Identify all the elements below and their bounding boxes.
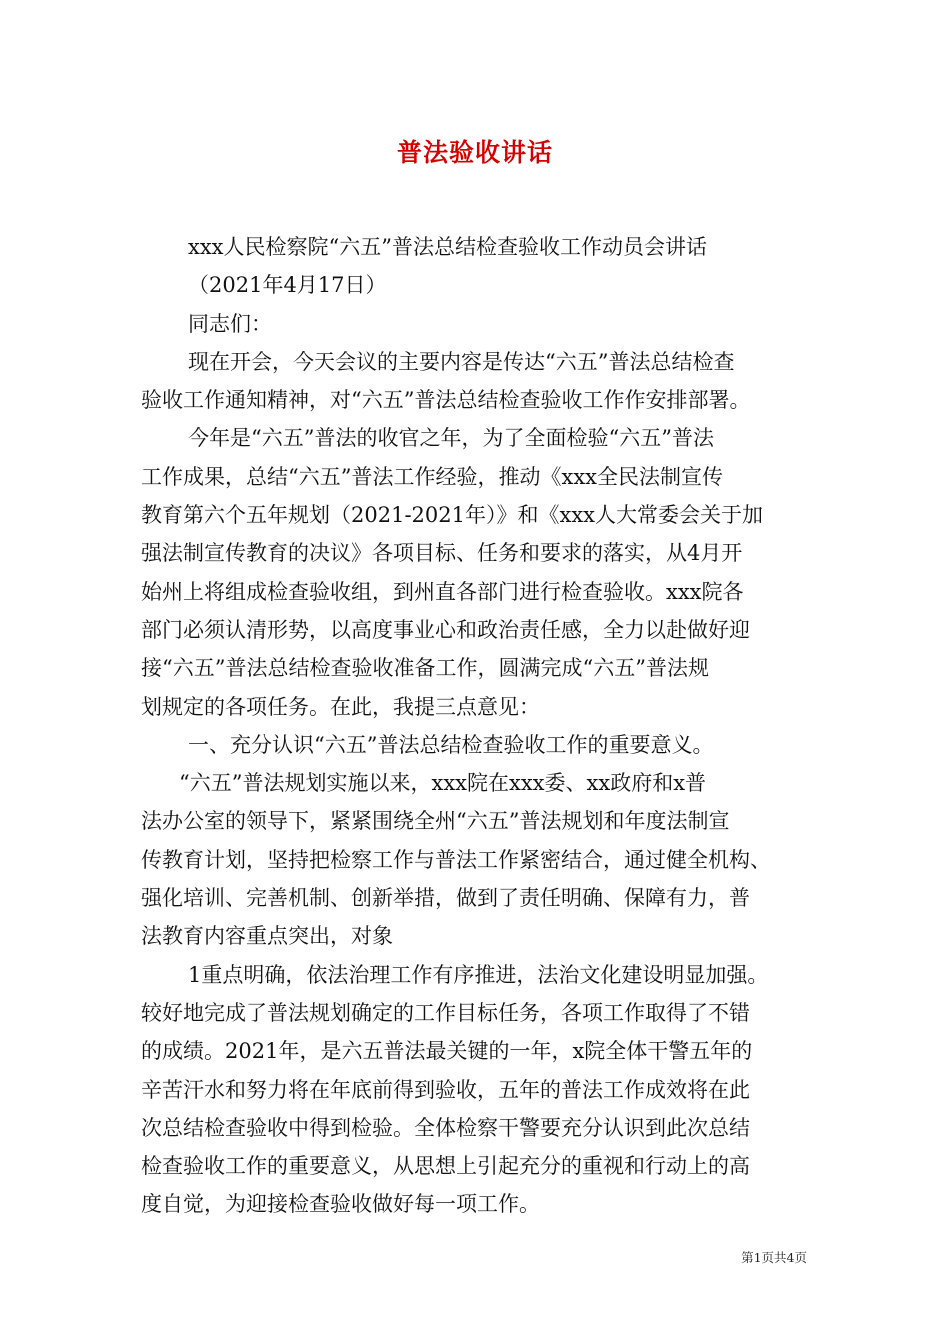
page-number: 第1页共4页 xyxy=(741,1250,807,1265)
body-line: 的成绩。2021年，是六五普法最关键的一年，x院全体干警五年的 xyxy=(141,1039,753,1064)
body-line: 一、充分认识“六五”普法总结检查验收工作的重要意义。 xyxy=(188,732,714,757)
body-line: （2021年4月17日） xyxy=(188,273,387,298)
body-line: 划规定的各项任务。在此，我提三点意见： xyxy=(141,694,540,719)
body-line: 次总结检查验收中得到检验。全体检察干警要充分认识到此次总结 xyxy=(141,1115,750,1140)
body-line: 验收工作通知精神，对“六五”普法总结检查验收工作作安排部署。 xyxy=(141,388,751,413)
body-line: 1重点明确，依法治理工作有序推进，法治文化建设明显加强。 xyxy=(188,962,769,987)
body-line: 辛苦汗水和努力将在年底前得到验收，五年的普法工作成效将在此 xyxy=(141,1077,750,1102)
body-line: xxx人民检察院“六五”普法总结检查验收工作动员会讲话 xyxy=(188,235,707,259)
body-line: 较好地完成了普法规划确定的工作目标任务，各项工作取得了不错 xyxy=(141,1000,750,1025)
body-line: 教育第六个五年规划（2021-2021年）》和《xxx人大常委会关于加 xyxy=(141,503,764,528)
body-line: 强化培训、完善机制、创新举措，做到了责任明确、保障有力，普 xyxy=(141,886,750,911)
document-title: 普法验收讲话 xyxy=(396,138,553,167)
body-line: 今年是“六五”普法的收官之年，为了全面检验“六五”普法 xyxy=(188,426,714,451)
body-line: 同志们： xyxy=(188,311,272,336)
body-line: 强法制宣传教育的决议》各项目标、任务和要求的落实，从4月开 xyxy=(141,541,743,566)
body-line: 工作成果，总结“六五”普法工作经验，推动《xxx全民法制宣传 xyxy=(141,464,723,489)
body-line: 检查验收工作的重要意义，从思想上引起充分的重视和行动上的高 xyxy=(141,1154,750,1179)
body-line: 始州上将组成检查验收组，到州直各部门进行检查验收。xxx院各 xyxy=(141,579,744,604)
body-line: 法教育内容重点突出，对象 xyxy=(141,924,393,949)
body-line: 传教育计划，坚持把检察工作与普法工作紧密结合，通过健全机构、 xyxy=(141,847,771,872)
body-line: 法办公室的领导下，紧紧围绕全州“六五”普法规划和年度法制宣 xyxy=(141,809,730,834)
body-line: 度自觉，为迎接检查验收做好每一项工作。 xyxy=(141,1192,540,1217)
body-line: 接“六五”普法总结检查验收准备工作，圆满完成“六五”普法规 xyxy=(141,656,709,681)
body-line: 现在开会，今天会议的主要内容是传达“六五”普法总结检查 xyxy=(188,349,735,374)
body-line: “六五”普法规划实施以来，xxx院在xxx委、xx政府和x普 xyxy=(179,771,707,796)
document-body xyxy=(141,228,831,1224)
body-line: 部门必须认清形势，以高度事业心和政治责任感，全力以赴做好迎 xyxy=(141,617,750,642)
